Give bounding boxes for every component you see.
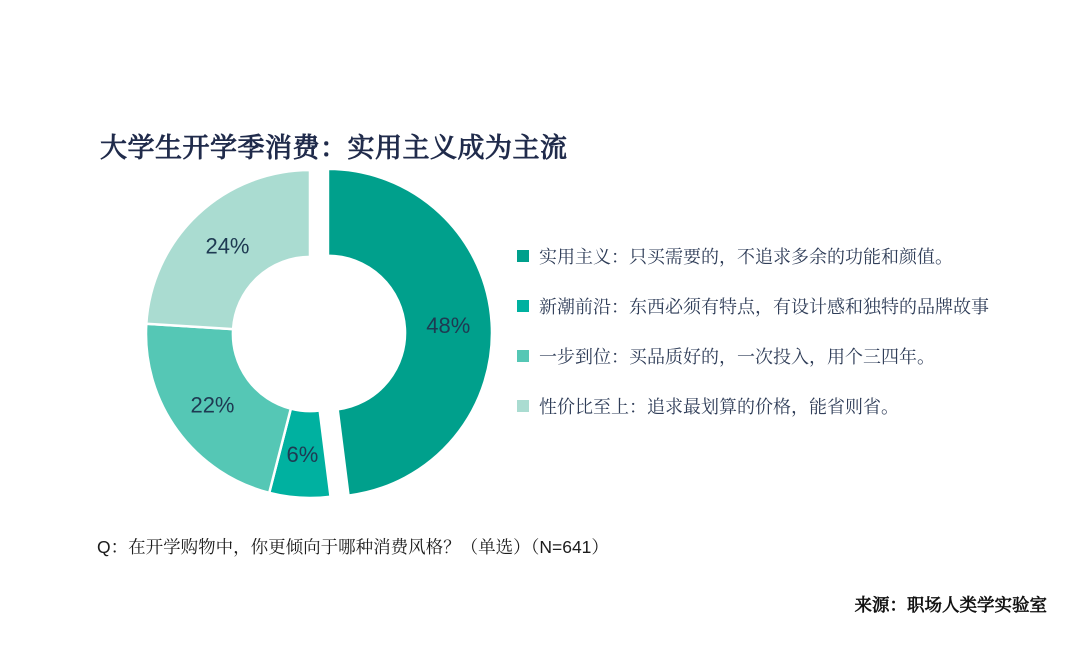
- question-footnote: Q：在开学购物中，你更倾向于哪种消费风格？（单选）（N=641）: [97, 537, 609, 557]
- slice-label-3: 24%: [205, 233, 250, 259]
- legend-label: 一步到位：买品质好的，一次投入，用个三四年。: [539, 347, 935, 367]
- source-credit: 来源：职场人类学实验室: [854, 595, 1047, 615]
- legend-marker-square: [517, 300, 529, 312]
- legend-label: 新潮前沿：东西必须有特点，有设计感和独特的品牌故事: [539, 297, 989, 317]
- slice-label-1: 6%: [286, 441, 319, 467]
- slice-label-0: 48%: [426, 312, 471, 338]
- legend-marker-square: [517, 250, 529, 262]
- page-title: 大学生开学季消费：实用主义成为主流: [100, 133, 568, 164]
- legend-item-trendy: [517, 295, 989, 317]
- legend-marker-square: [517, 350, 529, 362]
- slice-label-2: 22%: [190, 392, 235, 418]
- legend-item-value-first: [517, 395, 989, 417]
- legend-item-practical: [517, 245, 989, 267]
- legend-label: 实用主义：只买需要的，不追求多余的功能和颜值。: [539, 247, 953, 267]
- legend-marker-square: [517, 400, 529, 412]
- legend-label: 性价比至上：追求最划算的价格，能省则省。: [539, 397, 899, 417]
- legend: [517, 245, 989, 417]
- legend-item-one-step: [517, 345, 989, 367]
